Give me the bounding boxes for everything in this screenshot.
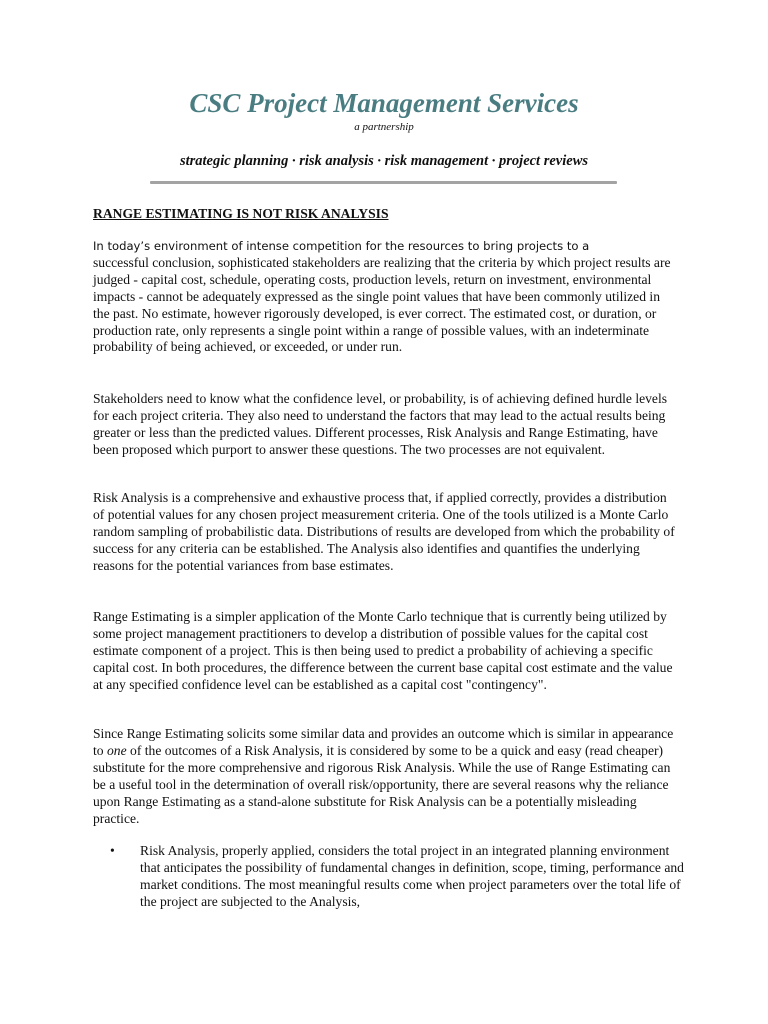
paragraph-5: [93, 726, 678, 827]
paragraph-4: Range Estimating is a simpler application of the Monte Carlo technique that is currently being utilized by some project management practitioners to develop a distribution of possible values for the capital cost estimate component of a project. This is then being used to predict a probability of achieving a specific capital cost. In both procedures, the difference between the current base capital cost estimate and the value at any specified confidence level can be established as a capital cost "contingency".: [93, 609, 673, 692]
paragraph-1: [93, 238, 678, 356]
bullet-marker: •: [110, 843, 115, 858]
services-tagline: strategic planning · risk analysis · risk management · project reviews: [179, 153, 589, 169]
paragraph-2: Stakeholders need to know what the confidence level, or probability, is of achieving defined hurdle levels for each project criteria. They also need to understand the factors that may lead to the actual results being greater or less than the predicted values. Different processes, Risk Analysis and Range Estimating, have been proposed which purport to answer these questions. The two processes are not equivalent.: [93, 391, 668, 457]
paragraph-3: Risk Analysis is a comprehensive and exhaustive process that, if applied correctly, provides a distribution of potential values for any chosen project measurement criteria. One of the tools utilized is a Monte Carlo random sampling of probabilistic data. Distributions of results are developed from which the probability of success for any criteria can be established. The Analysis also identifies and quantifies the underlying reasons for the potential variances from base estimates.: [93, 490, 675, 573]
paragraph-1-lead: In today’s environment of intense competition for the resources to bring projects to a: [93, 239, 590, 253]
header-divider: [150, 181, 617, 184]
paragraph-5-part-a: Since Range Estimating solicits some similar data and provides an outcome which is similar in appearance to: [93, 726, 674, 758]
paragraph-1-body: successful conclusion, sophisticated stakeholders are realizing that the criteria by which project results are judged - capital cost, schedule, operating costs, production levels, return on investment, environmental impacts - cannot be adequately expressed as the single point values that have been commonly utilized in the past. No estimate, however rigorously developed, is ever correct. The estimated cost, or duration, or production rate, only represents a single point within a range of possible values, with an indeterminate probability of being achieved, or exceeded, or under run.: [93, 254, 671, 355]
bullet-item-text: Risk Analysis, properly applied, considers the total project in an integrated planning environment that anticipates the possibility of fundamental changes in definition, scope, timing, performance and market conditions. The most meaningful results come when project parameters over the total life of the project are subjected to the Analysis,: [140, 843, 684, 909]
company-title: CSC Project Management Services: [189, 88, 579, 118]
section-heading: RANGE ESTIMATING IS NOT RISK ANALYSIS: [93, 206, 389, 221]
paragraph-5-emphasis: one: [106, 742, 127, 758]
paragraph-5-part-b: of the outcomes of a Risk Analysis, it is considered by some to be a quick and easy (read cheaper) substitute for the more comprehensive and rigorous Risk Analysis. While the use of Range Estimating can be a useful tool in the determination of overall risk/opportunity, there are several reasons why the reliance upon Range Estimating as a stand-alone substitute for Risk Analysis can be a potentially misleading practice.: [93, 742, 671, 826]
company-subtitle: a partnership: [354, 121, 414, 133]
